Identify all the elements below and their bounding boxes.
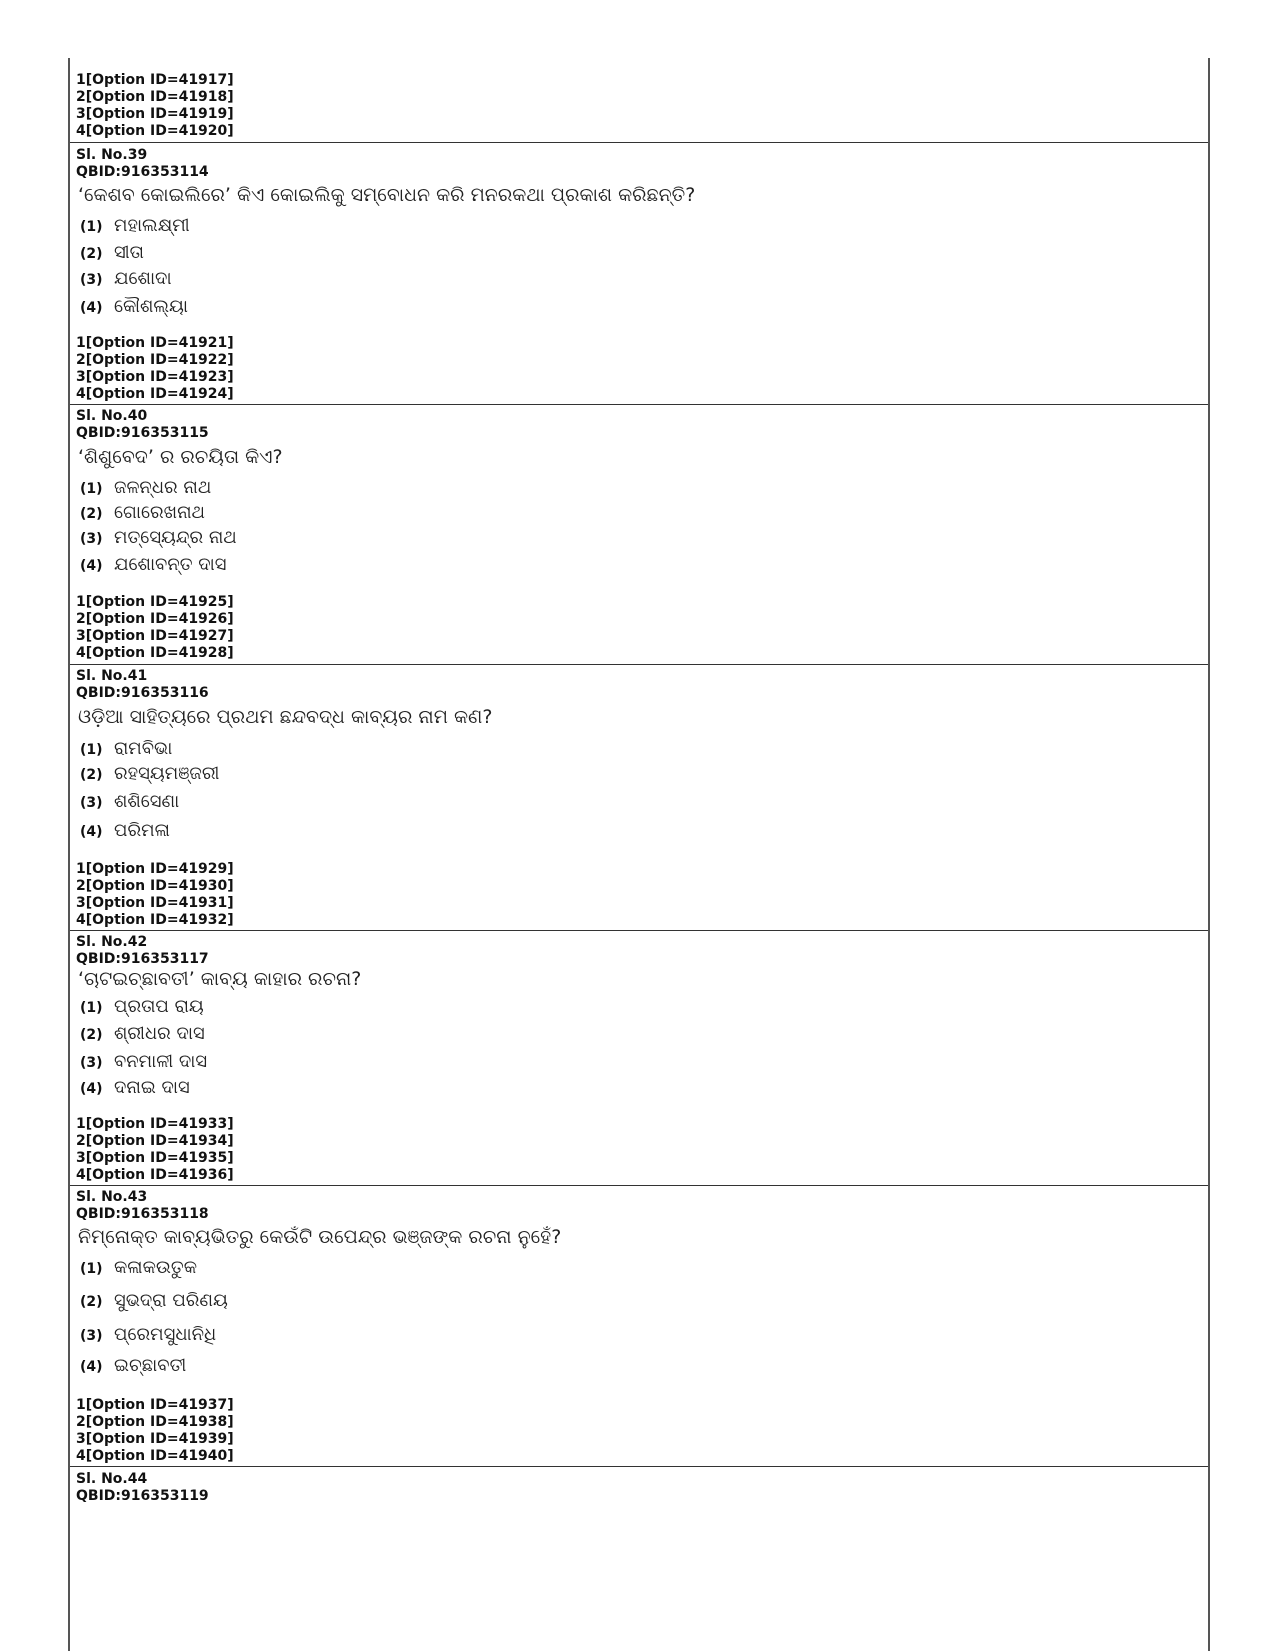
serial-number: Sl. No.39: [76, 147, 148, 163]
option-text: ଯଶୋବନ୍ତ ଦାସ: [114, 554, 227, 575]
question-sheet: [68, 58, 1210, 1651]
option-text: ଇଚ୍ଛାବତୀ: [114, 1355, 187, 1376]
option-id-list: [76, 1116, 234, 1184]
option-id: 4[Option ID=41920]: [76, 123, 234, 139]
option-number: (1): [80, 742, 103, 758]
option-text: ଜଳନ୍ଧର ନାଥ: [114, 477, 212, 498]
qbid: QBID:916353115: [76, 425, 209, 441]
option-number: (3): [80, 1328, 103, 1344]
option-id-list: [76, 594, 234, 662]
option-number: (4): [80, 300, 103, 316]
option-id: 3[Option ID=41919]: [76, 106, 234, 122]
serial-number: Sl. No.44: [76, 1471, 148, 1487]
option-number: (2): [80, 506, 103, 522]
serial-number: Sl. No.42: [76, 934, 148, 950]
option-number: (2): [80, 767, 103, 783]
option-number: (1): [80, 1261, 103, 1277]
qbid: QBID:916353119: [76, 1488, 209, 1504]
option-id-list: [76, 861, 234, 929]
question-text: ‘ଶିଶୁବେଦ’ ର ରଚୟିତା କିଏ?: [78, 446, 283, 468]
question-text: ଓଡ଼ିଆ ସାହିତ୍ୟରେ ପ୍ରଥମ ଛନ୍ଦବଦ୍ଧ କାବ୍ୟର ନାମ କଣ?: [78, 706, 493, 728]
option-text: ସୀତା: [114, 242, 144, 263]
option-number: (1): [80, 1000, 103, 1016]
question-text: ନିମ୍ନୋକ୍ତ କାବ୍ୟଭିତରୁ କେଉଁଟି ଉପେନ୍ଦ୍ର ଭଞ୍ଜଙ୍କ ରଚନା ନୁହେଁ?: [78, 1226, 562, 1248]
option-id: 2[Option ID=41926]: [76, 611, 234, 627]
option-id-list: [76, 335, 234, 403]
option-number: (4): [80, 558, 103, 574]
option-id: 1[Option ID=41921]: [76, 335, 234, 351]
question-header: [76, 934, 209, 968]
serial-number: Sl. No.40: [76, 408, 148, 424]
question-header: [76, 147, 209, 181]
section-divider: [70, 930, 1208, 931]
option-number: (2): [80, 1027, 103, 1043]
option-number: (4): [80, 1359, 103, 1375]
option-id: 1[Option ID=41925]: [76, 594, 234, 610]
option-text: ପରିମଳା: [114, 820, 170, 841]
serial-number: Sl. No.43: [76, 1189, 148, 1205]
section-divider: [70, 404, 1208, 405]
option-text: କୌଶଲ୍ୟା: [114, 296, 188, 317]
option-id: 2[Option ID=41934]: [76, 1133, 234, 1149]
section-divider: [70, 142, 1208, 143]
question-header: [76, 1189, 209, 1223]
option-id: 3[Option ID=41927]: [76, 628, 234, 644]
option-number: (4): [80, 1081, 103, 1097]
option-number: (2): [80, 1294, 103, 1310]
option-id: 2[Option ID=41938]: [76, 1414, 234, 1430]
option-text: ବନମାଳୀ ଦାସ: [114, 1051, 208, 1072]
option-text: ଯଶୋଦା: [114, 268, 172, 289]
option-number: (1): [80, 481, 103, 497]
option-number: (4): [80, 824, 103, 840]
option-id: 3[Option ID=41939]: [76, 1431, 234, 1447]
question-header: [76, 408, 209, 442]
option-id: 1[Option ID=41937]: [76, 1397, 234, 1413]
option-id: 4[Option ID=41940]: [76, 1448, 234, 1464]
option-id: 2[Option ID=41930]: [76, 878, 234, 894]
option-id: 3[Option ID=41923]: [76, 369, 234, 385]
option-id-list: [76, 72, 234, 140]
section-divider: [70, 1185, 1208, 1186]
question-text: ‘କେଶବ କୋଇଲିରେ’ କିଏ କୋଇଲିକୁ ସମ୍ବୋଧନ କରି ମନରକଥା ପ୍ରକାଶ କରିଛନ୍ତି?: [78, 184, 696, 206]
option-number: (1): [80, 219, 103, 235]
option-id: 2[Option ID=41922]: [76, 352, 234, 368]
option-text: ଶଶିସେଣା: [114, 791, 180, 812]
option-id: 4[Option ID=41932]: [76, 912, 234, 928]
option-number: (2): [80, 246, 103, 262]
qbid: QBID:916353114: [76, 164, 209, 180]
option-id: 4[Option ID=41928]: [76, 645, 234, 661]
option-text: ପ୍ରତାପ ରାୟ: [114, 996, 204, 1017]
option-number: (3): [80, 531, 103, 547]
option-id: 1[Option ID=41917]: [76, 72, 234, 88]
option-text: ଶ୍ରୀଧର ଦାସ: [114, 1023, 205, 1044]
option-id: 1[Option ID=41929]: [76, 861, 234, 877]
qbid: QBID:916353116: [76, 685, 209, 701]
option-text: ସୁଭଦ୍ରା ପରିଣୟ: [114, 1290, 228, 1311]
section-divider: [70, 664, 1208, 665]
option-id: 3[Option ID=41935]: [76, 1150, 234, 1166]
option-id-list: [76, 1397, 234, 1465]
option-text: କଳାକଉତୁକ: [114, 1257, 198, 1278]
option-id: 3[Option ID=41931]: [76, 895, 234, 911]
option-number: (3): [80, 795, 103, 811]
option-text: ରାମବିଭା: [114, 738, 173, 759]
option-text: ରହସ୍ୟମଞ୍ଜରୀ: [114, 763, 220, 784]
qbid: QBID:916353118: [76, 1206, 209, 1222]
option-id: 1[Option ID=41933]: [76, 1116, 234, 1132]
qbid: QBID:916353117: [76, 951, 209, 967]
option-id: 4[Option ID=41936]: [76, 1167, 234, 1183]
option-text: ପ୍ରେମସୁଧାନିଧି: [114, 1324, 217, 1345]
option-text: ମତ୍ସ୍ୟେନ୍ଦ୍ର ନାଥ: [114, 527, 237, 548]
option-number: (3): [80, 1055, 103, 1071]
option-id: 4[Option ID=41924]: [76, 386, 234, 402]
option-text: ଦନାଇ ଦାସ: [114, 1077, 190, 1098]
section-divider: [70, 1466, 1208, 1467]
question-text: ‘ଚାଟଇଚ୍ଛାବତୀ’ କାବ୍ୟ କାହାର ରଚନା?: [78, 968, 362, 990]
option-text: ମହାଲକ୍ଷ୍ମୀ: [114, 215, 190, 236]
option-id: 2[Option ID=41918]: [76, 89, 234, 105]
option-number: (3): [80, 272, 103, 288]
question-header: [76, 668, 209, 702]
serial-number: Sl. No.41: [76, 668, 148, 684]
question-header: [76, 1471, 209, 1505]
option-text: ଗୋରେଖନାଥ: [114, 502, 206, 523]
